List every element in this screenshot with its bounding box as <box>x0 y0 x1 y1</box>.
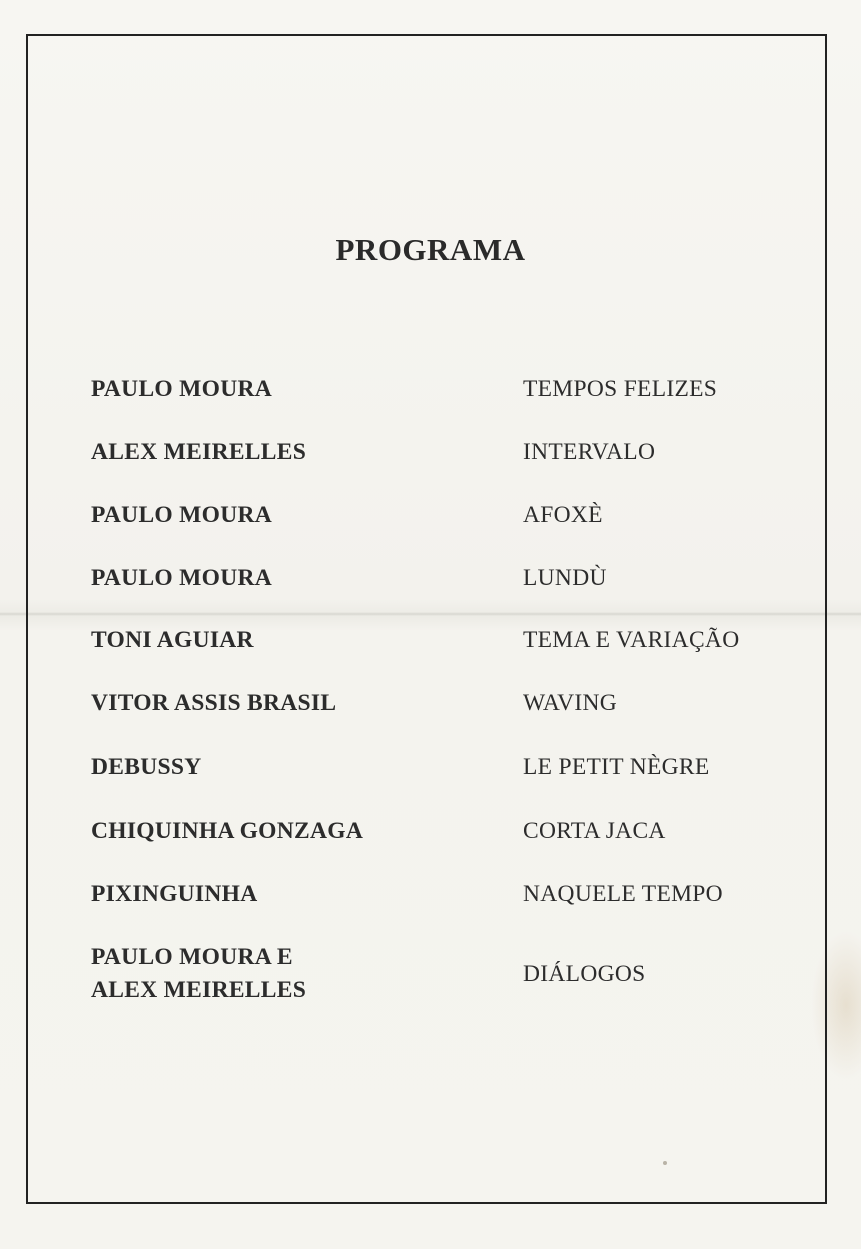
piece-title: TEMA E VARIAÇÃO <box>523 627 740 653</box>
composer-name: CHIQUINHA GONZAGA <box>91 818 364 844</box>
composer-name: DEBUSSY <box>91 754 202 780</box>
composer-name: PAULO MOURA <box>91 376 273 402</box>
piece-title: LE PETIT NÈGRE <box>523 754 710 780</box>
page-title: PROGRAMA <box>335 232 526 267</box>
piece-title: AFOXÈ <box>523 502 603 528</box>
composer-name: PIXINGUINHA <box>91 881 258 907</box>
piece-title: LUNDÙ <box>523 565 607 591</box>
piece-title: DIÁLOGOS <box>523 961 646 987</box>
piece-title: CORTA JACA <box>523 818 666 844</box>
paper-speck <box>663 1161 667 1165</box>
piece-title: TEMPOS FELIZES <box>523 376 718 402</box>
composer-name: ALEX MEIRELLES <box>91 439 307 465</box>
composer-name: VITOR ASSIS BRASIL <box>91 690 337 716</box>
composer-name: PAULO MOURA <box>91 502 273 528</box>
piece-title: INTERVALO <box>523 439 656 465</box>
piece-title: WAVING <box>523 690 618 716</box>
composer-name: PAULO MOURA E ALEX MEIRELLES <box>91 944 307 1003</box>
piece-title: NAQUELE TEMPO <box>523 881 723 907</box>
composer-name: TONI AGUIAR <box>91 627 254 653</box>
page-border-frame <box>26 34 827 1204</box>
composer-name: PAULO MOURA <box>91 565 273 591</box>
